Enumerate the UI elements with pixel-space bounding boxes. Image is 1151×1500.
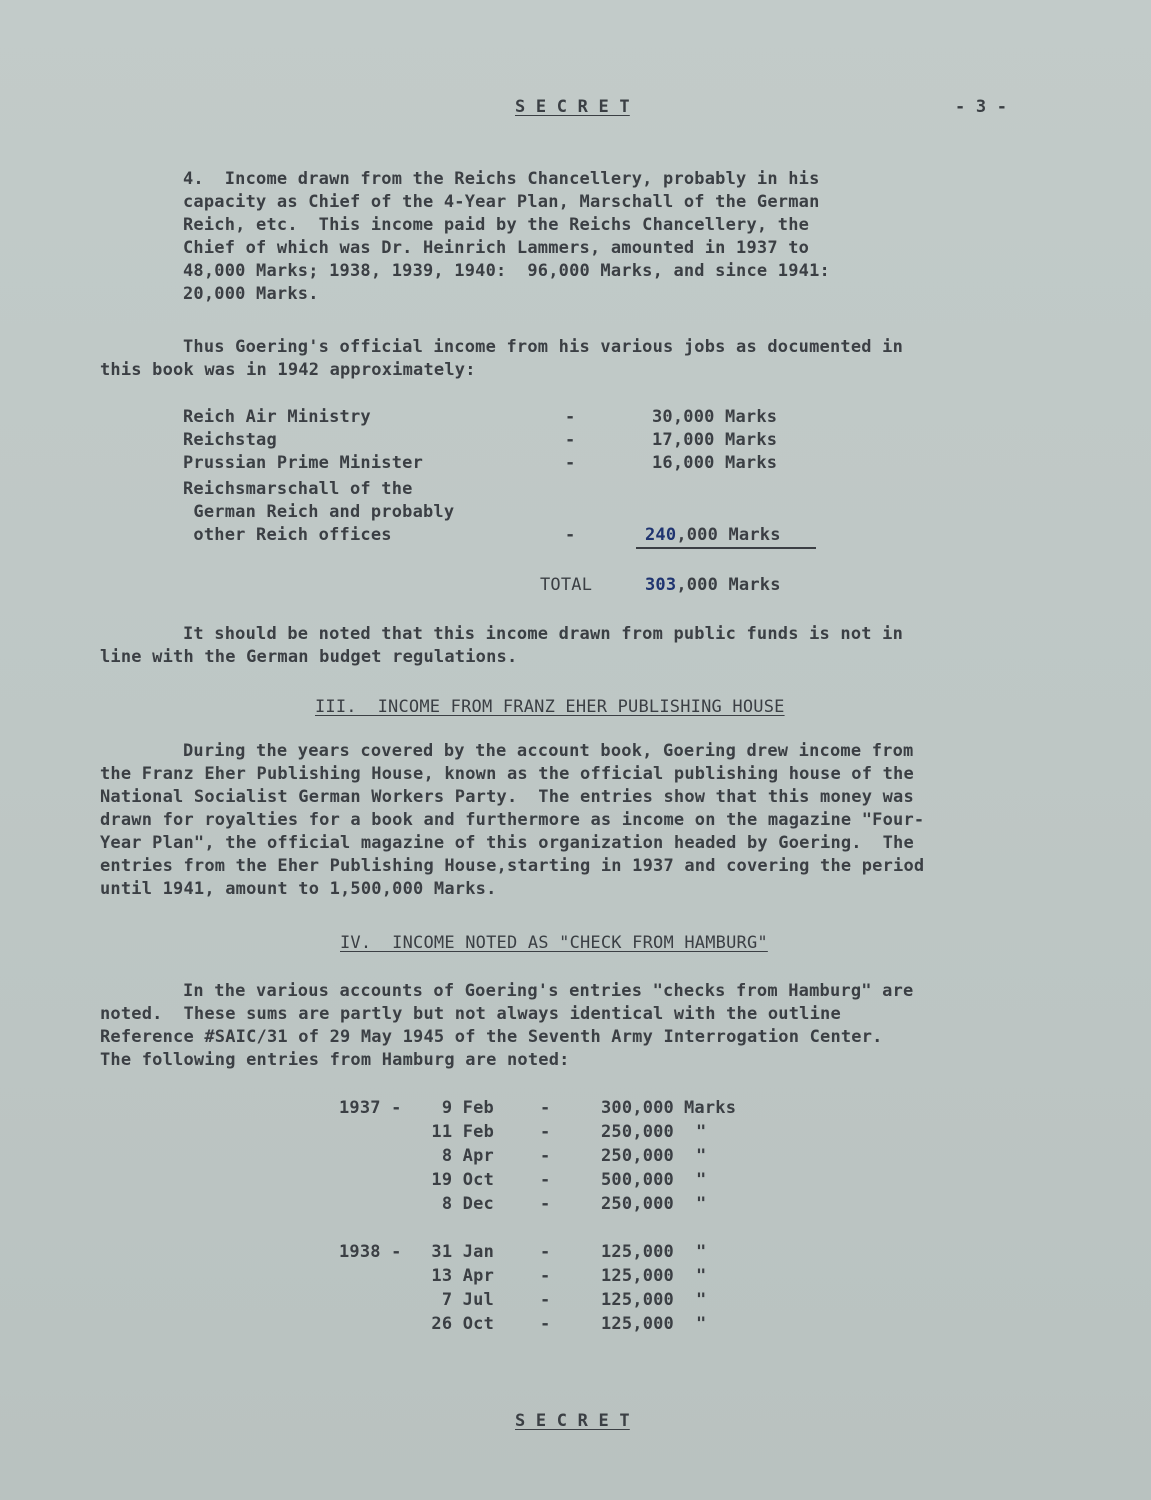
text-line: entries from the Eher Publishing House,starting in 1937 and covering the period bbox=[100, 856, 925, 876]
entry-date: 31 Jan bbox=[431, 1242, 494, 1262]
text-line: line with the German budget regulations. bbox=[100, 647, 518, 667]
entry-unit: " bbox=[696, 1266, 707, 1286]
text-line: During the years covered by the account book, Goering drew income from bbox=[183, 741, 914, 761]
entry-amount: 250,000 bbox=[600, 1122, 674, 1142]
text-line: Thus Goering's official income from his various jobs as documented in bbox=[183, 337, 904, 357]
entry-year: 1937 - bbox=[339, 1098, 402, 1118]
entry-amount: 125,000 bbox=[600, 1314, 674, 1334]
text-line: It should be noted that this income drawn from public funds is not in bbox=[183, 624, 904, 644]
text-line: Reich, etc. This income paid by the Reichs Chancellery, the bbox=[183, 215, 810, 235]
entry-unit: " bbox=[696, 1290, 707, 1310]
section-4-heading: IV. INCOME NOTED AS "CHECK FROM HAMBURG" bbox=[340, 933, 768, 953]
entry-date: 19 Oct bbox=[431, 1170, 494, 1190]
amount-rest: ,000 Marks bbox=[676, 525, 781, 545]
entry-dash: - bbox=[540, 1290, 551, 1310]
entry-date: 11 Feb bbox=[431, 1122, 494, 1142]
text-line: 20,000 Marks. bbox=[183, 284, 319, 304]
income-label: Reich Air Ministry bbox=[183, 407, 371, 427]
total-amount bbox=[645, 574, 781, 597]
text-line: Chief of which was Dr. Heinrich Lammers, amounted in 1937 to bbox=[183, 238, 810, 258]
income-dash: - bbox=[565, 525, 576, 545]
entry-amount: 125,000 bbox=[600, 1266, 674, 1286]
entry-amount: 250,000 bbox=[600, 1146, 674, 1166]
entry-amount: 250,000 bbox=[600, 1194, 674, 1214]
entry-dash: - bbox=[540, 1122, 551, 1142]
entry-date: 8 Apr bbox=[441, 1146, 494, 1166]
entry-dash: - bbox=[540, 1098, 551, 1118]
entry-unit: " bbox=[696, 1170, 707, 1190]
entry-date: 26 Oct bbox=[431, 1314, 494, 1334]
text-line: 4. Income drawn from the Reichs Chancellery, probably in his bbox=[183, 169, 820, 189]
text-line: noted. These sums are partly but not always identical with the outline bbox=[100, 1004, 841, 1024]
income-dash: - bbox=[565, 430, 576, 450]
income-label: Prussian Prime Minister bbox=[183, 453, 424, 473]
entry-date: 7 Jul bbox=[441, 1290, 494, 1310]
entry-unit: " bbox=[696, 1122, 707, 1142]
entry-date: 9 Feb bbox=[441, 1098, 494, 1118]
text-line: The following entries from Hamburg are noted: bbox=[100, 1050, 570, 1070]
entry-year: 1938 - bbox=[339, 1242, 402, 1262]
entry-amount: 125,000 bbox=[600, 1290, 674, 1310]
handwritten-amount: 240 bbox=[645, 525, 677, 545]
entry-unit: " bbox=[696, 1242, 707, 1262]
text-line: National Socialist German Workers Party. The entries show that this money was bbox=[100, 787, 914, 807]
income-dash: - bbox=[565, 453, 576, 473]
text-line: until 1941, amount to 1,500,000 Marks. bbox=[100, 879, 497, 899]
text-line: In the various accounts of Goering's entries "checks from Hamburg" are bbox=[183, 981, 914, 1001]
text-line: drawn for royalties for a book and furthermore as income on the magazine "Four- bbox=[100, 810, 925, 830]
total-label: TOTAL bbox=[540, 575, 593, 595]
page-number: - 3 - bbox=[955, 97, 1008, 117]
total-underline bbox=[636, 547, 816, 549]
income-amount: 16,000 Marks bbox=[652, 453, 778, 473]
entry-dash: - bbox=[540, 1314, 551, 1334]
entry-dash: - bbox=[540, 1194, 551, 1214]
footer-classification: S E C R E T bbox=[515, 1411, 630, 1431]
entry-amount: 500,000 bbox=[600, 1170, 674, 1190]
entry-date: 8 Dec bbox=[441, 1194, 494, 1214]
text-line: the Franz Eher Publishing House, known as the official publishing house of the bbox=[100, 764, 914, 784]
entry-dash: - bbox=[540, 1146, 551, 1166]
income-label: other Reich offices bbox=[183, 525, 392, 545]
section-3-heading: III. INCOME FROM FRANZ EHER PUBLISHING HOUSE bbox=[315, 697, 785, 717]
entry-amount: 300,000 bbox=[600, 1098, 674, 1118]
entry-unit: " bbox=[696, 1194, 707, 1214]
income-dash: - bbox=[565, 407, 576, 427]
income-amount: 30,000 Marks bbox=[652, 407, 778, 427]
income-label: German Reich and probably bbox=[183, 502, 455, 522]
entry-unit: " bbox=[696, 1146, 707, 1166]
income-amount: 17,000 Marks bbox=[652, 430, 778, 450]
total-rest: ,000 Marks bbox=[676, 575, 781, 595]
income-amount bbox=[645, 524, 781, 547]
income-label: Reichstag bbox=[183, 430, 277, 450]
text-line: this book was in 1942 approximately: bbox=[100, 360, 476, 380]
entry-unit: Marks bbox=[684, 1098, 737, 1118]
entry-dash: - bbox=[540, 1170, 551, 1190]
entry-dash: - bbox=[540, 1242, 551, 1262]
text-line: Year Plan", the official magazine of this organization headed by Goering. The bbox=[100, 833, 914, 853]
text-line: 48,000 Marks; 1938, 1939, 1940: 96,000 Marks, and since 1941: bbox=[183, 261, 830, 281]
entry-amount: 125,000 bbox=[600, 1242, 674, 1262]
income-label: Reichsmarschall of the bbox=[183, 479, 413, 499]
entry-unit: " bbox=[696, 1314, 707, 1334]
text-line: capacity as Chief of the 4-Year Plan, Marschall of the German bbox=[183, 192, 820, 212]
entry-date: 13 Apr bbox=[431, 1266, 494, 1286]
handwritten-total: 303 bbox=[645, 575, 677, 595]
entry-dash: - bbox=[540, 1266, 551, 1286]
header-classification: S E C R E T bbox=[515, 97, 630, 117]
text-line: Reference #SAIC/31 of 29 May 1945 of the Seventh Army Interrogation Center. bbox=[100, 1027, 883, 1047]
